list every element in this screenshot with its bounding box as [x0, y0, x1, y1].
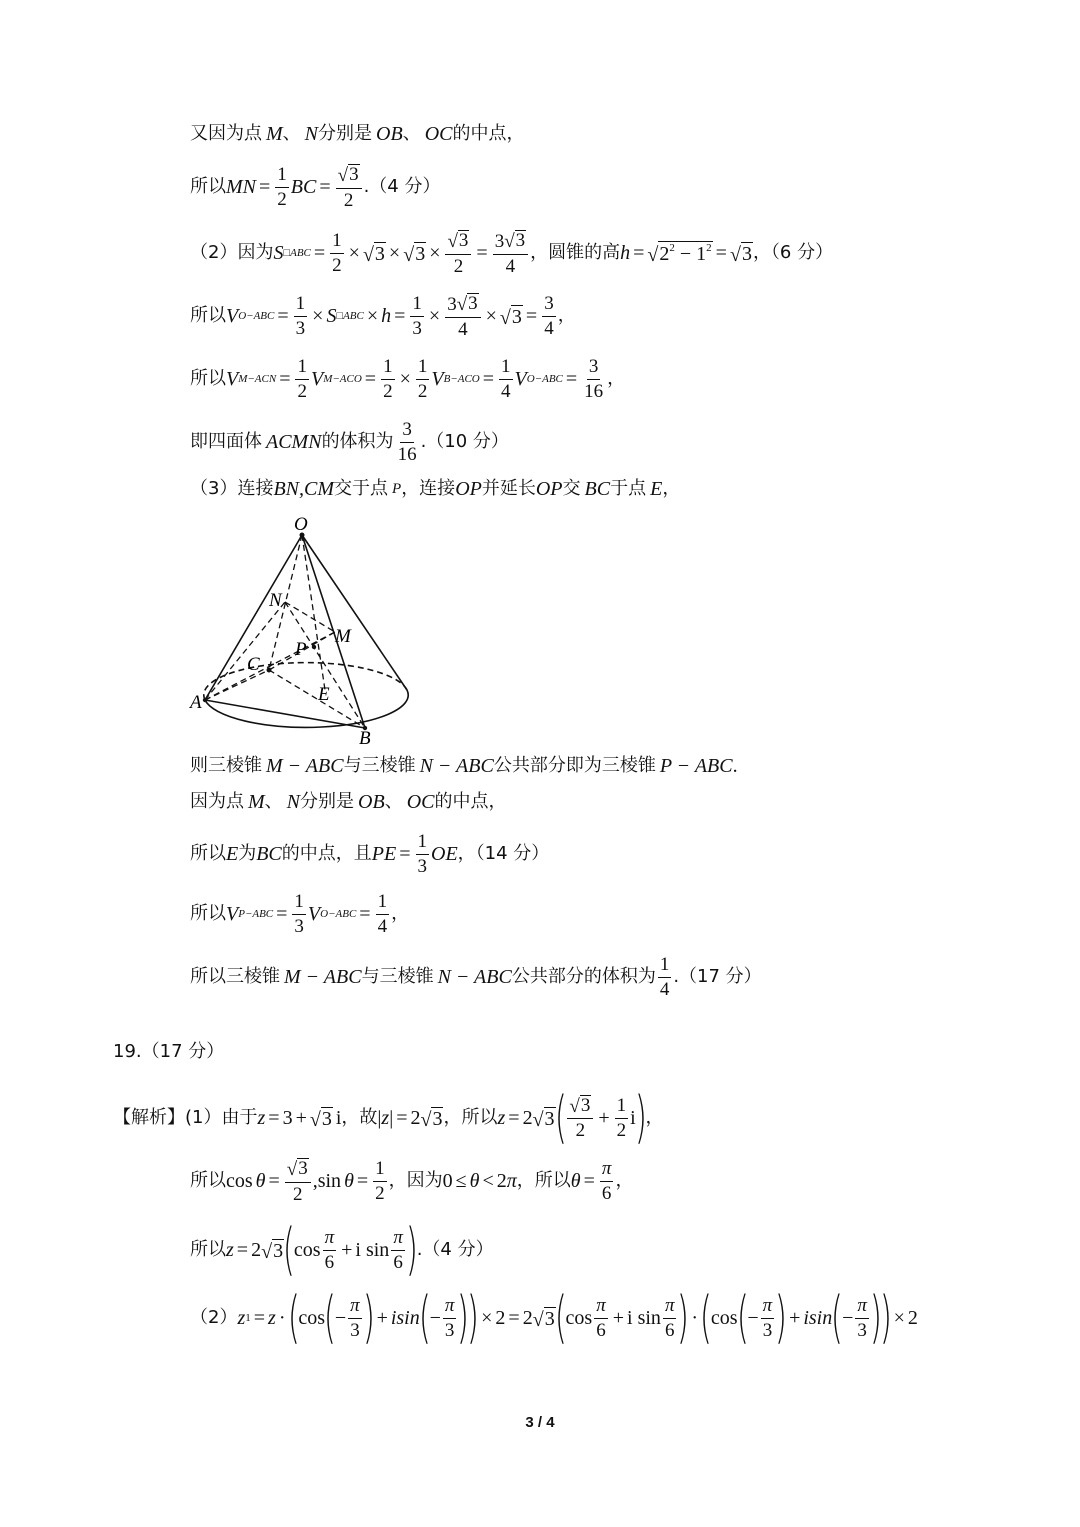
question-19-header: 19.（17 分）	[113, 1041, 225, 1062]
label-B: B	[359, 728, 371, 749]
text-line-2: 所以 MN = $\frac{1}{2}$ BC = √ 3 2 .（4 分）	[190, 163, 441, 211]
text-line-9: 因为点 M 、 N 分别是 OB 、 OC 的中点，	[190, 791, 507, 813]
text-line-8: 则三棱锥 M − ABC 与三棱锥 N − ABC 公共部分即为三棱锥 P − ABC .	[190, 755, 738, 777]
label-O: O	[294, 514, 308, 535]
text-line-4: 所以 V O−ABC = $\frac{1}{3}$ × S □ABC × h = $\frac{1}{3}$ × 3√ 3 4 × √ 3 = $\frac{3}{4}$ ，	[190, 292, 576, 340]
text-line-5: 所以 V M−ACN = $\frac{1}{2}$ V M−ACO = $\frac{1}{2}$ × $\frac{1}{2}$ V B−ACO = $\frac{1}{4}$ V O−ABC = $\frac{3}{16}$ ，	[190, 356, 626, 402]
label-E: E	[318, 684, 330, 705]
fraction: √ 3 2	[336, 164, 362, 211]
label-C: C	[247, 654, 260, 675]
label-P: P	[295, 639, 307, 660]
label-A: A	[190, 692, 202, 713]
label-M: M	[335, 626, 351, 647]
fraction: $\frac{1}{2}$	[277, 163, 287, 210]
text-line-13: 【解析】(1）由于 z = 3 + √ 3 i ，故 | z | = 2 √ 3 ，所以 z = 2 √ 3 ( √ 3 2 + $\frac{1}{2}$ i ) ，	[113, 1085, 664, 1150]
text-line-6: 即四面体 ACMN 的体积为 $\frac{3}{16}$ .（10 分）	[190, 419, 509, 465]
text-line-7: （3）连接 BN,CM 交于点 P ，连接 OP 并延长 OP 交 BC 于点 E ，	[190, 478, 681, 500]
text-line-3: （2）因为 S □ABC = $\frac{1}{2}$ × √ 3 × √ 3 × √ 3 2 = 3√ 3 4 ，圆锥的高 h = √ $2^2 - 1^2$ = √ 3 ，（6 分）	[190, 229, 834, 277]
text-line-14: 所以 cos θ = √ 3 2 ,sin θ = $\frac{1}{2}$ ，因为 0 ≤ θ < 2 π ，所以 θ = $\frac{\pi}{6}$ ，	[190, 1157, 634, 1205]
text-line-15: 所以 z = 2 √ 3 ( cos $\frac{\pi}{6}$ + i sin $\frac{\pi}{6}$ ) .（4 分）	[190, 1217, 494, 1282]
text-line-11: 所以 V P−ABC = $\frac{1}{3}$ V O−ABC = $\frac{1}{4}$ ，	[190, 891, 410, 937]
page-number: 3 / 4	[525, 1414, 555, 1431]
text-line-10: 所以 E 为 BC 的中点，且 PE = $\frac{1}{3}$ OE ，（14 分）	[190, 831, 550, 877]
cone-figure	[185, 510, 425, 750]
text-line-16: （2） z 1 = z · ( cos ( − $\frac{\pi}{3}$ ) + isin ( − $\frac{\pi}{3}$ ) ) × 2 = 2 √ 3 ( cos $\frac{\pi}{6}$ + i sin $\frac{\pi}{6}$ ) · ( cos ( − $\frac{\pi}{3}$ ) + isin ( − $\frac{\pi}{3}$ ) ) × 2	[190, 1285, 918, 1350]
text-line-1: 又因为点 M 、 N 分别是 OB 、 OC 的中点，	[190, 123, 525, 145]
text-line-12: 所以三棱锥 M − ABC 与三棱锥 N − ABC 公共部分的体积为 $\frac{1}{4}$ .（17 分）	[190, 954, 762, 1000]
label-N: N	[269, 590, 282, 611]
